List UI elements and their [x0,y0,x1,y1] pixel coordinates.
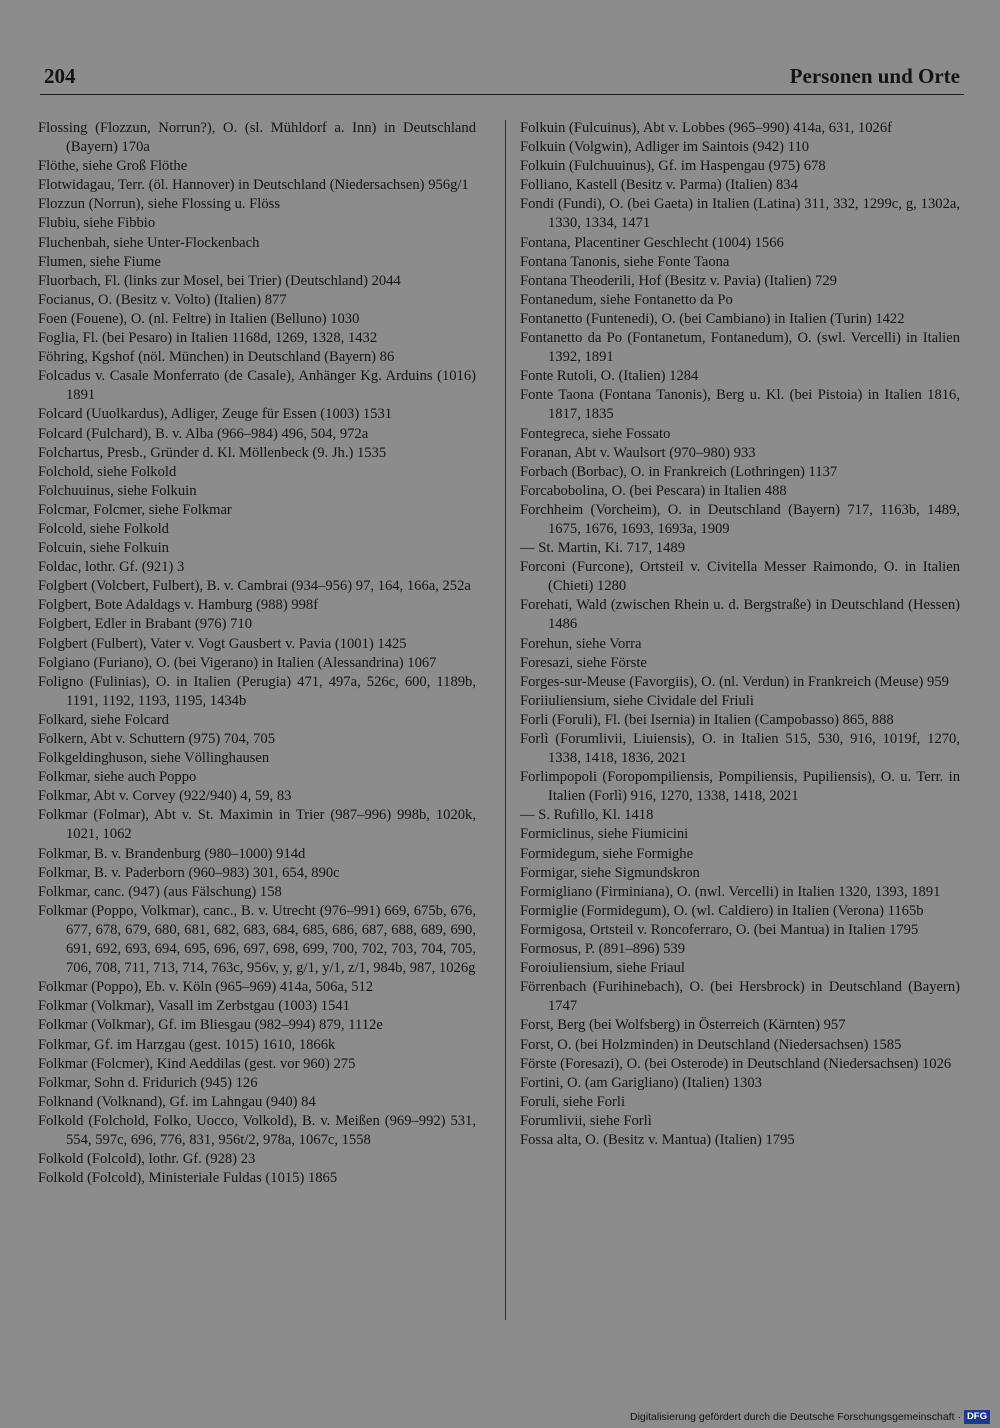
index-entry: — St. Martin, Ki. 717, 1489 [520,540,685,557]
index-entry: Forconi (Furcone), Ortsteil v. Civitella Messer Raimondo, O. in Italien (Chieti) 1280 [520,559,960,595]
page-number: 204 [44,64,76,88]
index-entry: Folliano, Kastell (Besitz v. Parma) (Italien) 834 [520,177,798,194]
running-title: Personen und Orte [789,64,960,88]
index-entry: Forlì (Forumlivii, Liuiensis), O. in Italien 515, 530, 916, 1019f, 1270, 1338, 1418, 1836, 2021 [520,731,960,767]
index-entry: Folkern, Abt v. Schuttern (975) 704, 705 [38,731,275,747]
index-entry: Folchartus, Presb., Gründer d. Kl. Möllenbeck (9. Jh.) 1535 [38,444,387,461]
index-entry: Fossa alta, O. (Besitz v. Mantua) (Italien) 1795 [520,1131,795,1148]
index-entry: Folcard (Uuolkardus), Adliger, Zeuge für Essen (1003) 1531 [38,406,393,423]
index-entry: Folkold (Folchold, Folko, Uocco, Volkold), B. v. Meißen (969–992) 531, 554, 597c, 696, 776, 831, 956t/2, 978a, 1067c, 1558 [38,1112,476,1148]
index-entry: Forcabobolina, O. (bei Pescara) in Italien 488 [520,482,787,499]
index-entry: Folcmar, Folcmer, siehe Folkmar [38,501,232,518]
index-entry: Focianus, O. (Besitz v. Volto) (Italien) 877 [38,291,287,308]
index-entry: Formidegum, siehe Formighe [520,845,694,862]
index-entry: Foligno (Fulinias), O. in Italien (Perugia) 471, 497a, 526c, 600, 1189b, 1191, 1192, 1193, 1195, 1434b [38,673,476,709]
index-entry: Folkard, siehe Folcard [38,711,169,728]
index-entry: Formigar, siehe Sigmundskron [520,864,700,881]
index-entry: Folkuin (Fulchuuinus), Gf. im Haspengau (975) 678 [520,158,826,175]
index-entry: Folcard (Fulchard), B. v. Alba (966–984) 496, 504, 972a [38,425,369,442]
index-entry: Flozzun (Norrun), siehe Flossing u. Flöss [38,196,281,213]
index-column-right [520,119,960,1150]
index-entry: Formigliano (Firminiana), O. (nwl. Vercelli) in Italien 1320, 1393, 1891 [520,883,941,900]
index-entry: Folkgeldinghuson, siehe Völlinghausen [38,750,270,767]
index-entry: Folkold (Folcold), lothr. Gf. (928) 23 [38,1151,256,1168]
index-entry: Flöthe, siehe Groß Flöthe [38,158,188,175]
index-entry: Flotwidagau, Terr. (öl. Hannover) in Deutschland (Niedersachsen) 956g/1 [38,177,469,194]
index-entry: Folgbert, Edler in Brabant (976) 710 [38,616,252,633]
index-entry: Forehun, siehe Vorra [520,635,642,652]
index-entry: Formigosa, Ortsteil v. Roncoferraro, O. (bei Mantua) in Italien 1795 [520,921,919,938]
index-entry: Fluorbach, Fl. (links zur Mosel, bei Trier) (Deutschland) 2044 [38,272,401,289]
index-entry: Folkmar, Gf. im Harzgau (gest. 1015) 1610, 1866k [38,1036,336,1053]
index-entry: Folknand (Volknand), Gf. im Lahngau (940) 84 [38,1093,316,1110]
index-entry: Folcold, siehe Folkold [38,520,169,537]
index-entry: Forst, O. (bei Holzminden) in Deutschland (Niedersachsen) 1585 [520,1036,902,1053]
index-entry: Folkmar (Poppo, Volkmar), canc., B. v. Utrecht (976–991) 669, 675b, 676, 677, 678, 679, 680, 681, 682, 683, 684, 685, 686, 687, 688, 689, 690, 691, 692, 693, 694, 695, 696, 697, 698, 699, 700, 702, 703, 704, 705, 706, 708, 711, 713, 714, 763c, 956v, y, g/1, y/1, z/1, 984b, 987, 1026g [38,902,476,977]
index-entry: Folkuin (Volgwin), Adliger im Saintois (942) 110 [520,139,810,156]
index-entry: Fontanedum, siehe Fontanetto da Po [520,291,733,308]
index-entry: Forlimpopoli (Foropompiliensis, Pompiliensis, Pupiliensis), O. u. Terr. in Italien (Forlì) 916, 1270, 1338, 1418, 2021 [520,769,960,805]
dfg-logo: DFG [964,1410,990,1424]
index-entry: — S. Rufillo, Kl. 1418 [520,807,654,824]
index-entry: Forchheim (Vorcheim), O. in Deutschland (Bayern) 717, 1163b, 1489, 1675, 1676, 1693, 1693a, 1909 [520,501,960,537]
index-entry: Folkmar (Folmar), Abt v. St. Maximin in Trier (987–996) 998b, 1020k, 1021, 1062 [38,807,476,843]
index-entry: Forbach (Borbac), O. in Frankreich (Lothringen) 1137 [520,463,838,480]
index-entry: Förste (Foresazi), O. (bei Osterode) in Deutschland (Niedersachsen) 1026 [520,1055,952,1072]
page-footer [630,1410,990,1424]
index-entry: Fonte Taona (Fontana Tanonis), Berg u. Kl. (bei Pistoia) in Italien 1816, 1817, 1835 [520,387,960,423]
index-entry: Folkmar, B. v. Brandenburg (980–1000) 914d [38,845,306,862]
index-entry: Formiclinus, siehe Fiumicini [520,826,689,843]
index-entry: Forli (Foruli), Fl. (bei Isernia) in Italien (Campobasso) 865, 888 [520,711,894,728]
index-entry: Fontana Tanonis, siehe Fonte Taona [520,253,730,270]
index-entry: Folgbert, Bote Adaldags v. Hamburg (988) 998f [38,597,319,614]
index-entry: Folkuin (Fulcuinus), Abt v. Lobbes (965–990) 414a, 631, 1026f [520,120,892,136]
index-entry: Flumen, siehe Fiume [38,253,161,270]
index-entry: Forges-sur-Meuse (Favorgiis), O. (nl. Verdun) in Frankreich (Meuse) 959 [520,673,949,690]
index-entry: Forst, Berg (bei Wolfsberg) in Österreich (Kärnten) 957 [520,1017,846,1034]
index-entry: Foriiuliensium, siehe Cividale del Friuli [520,692,754,709]
index-entry: Flossing (Flozzun, Norrun?), O. (sl. Mühldorf a. Inn) in Deutschland (Bayern) 170a [38,120,476,156]
index-entry: Folkold (Folcold), Ministeriale Fuldas (1015) 1865 [38,1170,338,1187]
index-entry: Foroiuliensium, siehe Friaul [520,960,685,977]
index-entry: Foen (Fouene), O. (nl. Feltre) in Italien (Belluno) 1030 [38,310,360,327]
index-entry: Folkmar, canc. (947) (aus Fälschung) 158 [38,883,282,900]
index-entry: Foglia, Fl. (bei Pesaro) in Italien 1168d, 1269, 1328, 1432 [38,330,378,347]
index-entry: Fortini, O. (am Garigliano) (Italien) 1303 [520,1074,762,1091]
index-entry: Folgiano (Furiano), O. (bei Vigerano) in Italien (Alessandrina) 1067 [38,654,437,671]
index-entry: Foranan, Abt v. Waulsort (970–980) 933 [520,444,756,461]
page-header [40,64,964,95]
index-entry: Forumlivii, siehe Forlì [520,1112,652,1129]
index-entry: Folcuin, siehe Folkuin [38,540,169,557]
index-entry: Folchuuinus, siehe Folkuin [38,482,197,499]
index-entry: Fondi (Fundi), O. (bei Gaeta) in Italien (Latina) 311, 332, 1299c, g, 1302a, 1330, 1334, 1471 [520,196,960,232]
index-entry: Foruli, siehe Forli [520,1093,625,1110]
index-entry: Flubiu, siehe Fibbio [38,215,156,232]
index-entry: Formosus, P. (891–896) 539 [520,941,686,958]
column-divider [505,120,506,1320]
index-entry: Fontana Theoderili, Hof (Besitz v. Pavia) (Italien) 729 [520,272,837,289]
index-entry: Folkmar (Volkmar), Gf. im Bliesgau (982–994) 879, 1112e [38,1017,383,1034]
index-entry: Folkmar (Poppo), Eb. v. Köln (965–969) 414a, 506a, 512 [38,979,374,996]
index-entry: Folgbert (Fulbert), Vater v. Vogt Gausbert v. Pavia (1001) 1425 [38,635,407,652]
index-entry: Folkmar (Folcmer), Kind Aeddilas (gest. vor 960) 275 [38,1055,356,1072]
funding-note: Digitalisierung gefördert durch die Deutsche Forschungsgemeinschaft · [630,1411,961,1423]
index-entry: Folkmar, B. v. Paderborn (960–983) 301, 654, 890c [38,864,340,881]
index-entry: Folkmar (Volkmar), Vasall im Zerbstgau (1003) 1541 [38,998,350,1015]
index-entry: Folkmar, siehe auch Poppo [38,769,197,786]
index-entry: Folcadus v. Casale Monferrato (de Casale), Anhänger Kg. Arduins (1016) 1891 [38,368,476,404]
index-entry: Föhring, Kgshof (nöl. München) in Deutschland (Bayern) 86 [38,349,395,366]
index-entry: Fluchenbah, siehe Unter-Flockenbach [38,234,260,251]
index-entry: Fontanetto da Po (Fontanetum, Fontanedum), O. (swl. Vercelli) in Italien 1392, 1891 [520,330,960,366]
index-entry: Fontanetto (Funtenedi), O. (bei Cambiano) in Italien (Turin) 1422 [520,310,905,327]
index-entry: Fonte Rutoli, O. (Italien) 1284 [520,368,699,385]
index-entry: Folchold, siehe Folkold [38,463,177,480]
index-entry: Folkmar, Sohn d. Fridurich (945) 126 [38,1074,258,1091]
index-entry: Fontana, Placentiner Geschlecht (1004) 1566 [520,234,784,251]
index-entry: Forehati, Wald (zwischen Rhein u. d. Bergstraße) in Deutschland (Hessen) 1486 [520,597,960,633]
index-entry: Foldac, lothr. Gf. (921) 3 [38,559,185,576]
index-entry: Fontegreca, siehe Fossato [520,425,671,442]
index-entry: Folkmar, Abt v. Corvey (922/940) 4, 59, 83 [38,788,292,805]
index-column-left [38,119,476,1188]
index-entry: Formiglie (Formidegum), O. (wl. Caldiero) in Italien (Verona) 1165b [520,902,924,919]
index-entry: Förrenbach (Furihinebach), O. (bei Hersbrock) in Deutschland (Bayern) 1747 [520,979,960,1015]
index-entry: Folgbert (Volcbert, Fulbert), B. v. Cambrai (934–956) 97, 164, 166a, 252a [38,578,471,595]
index-entry: Foresazi, siehe Förste [520,654,647,671]
